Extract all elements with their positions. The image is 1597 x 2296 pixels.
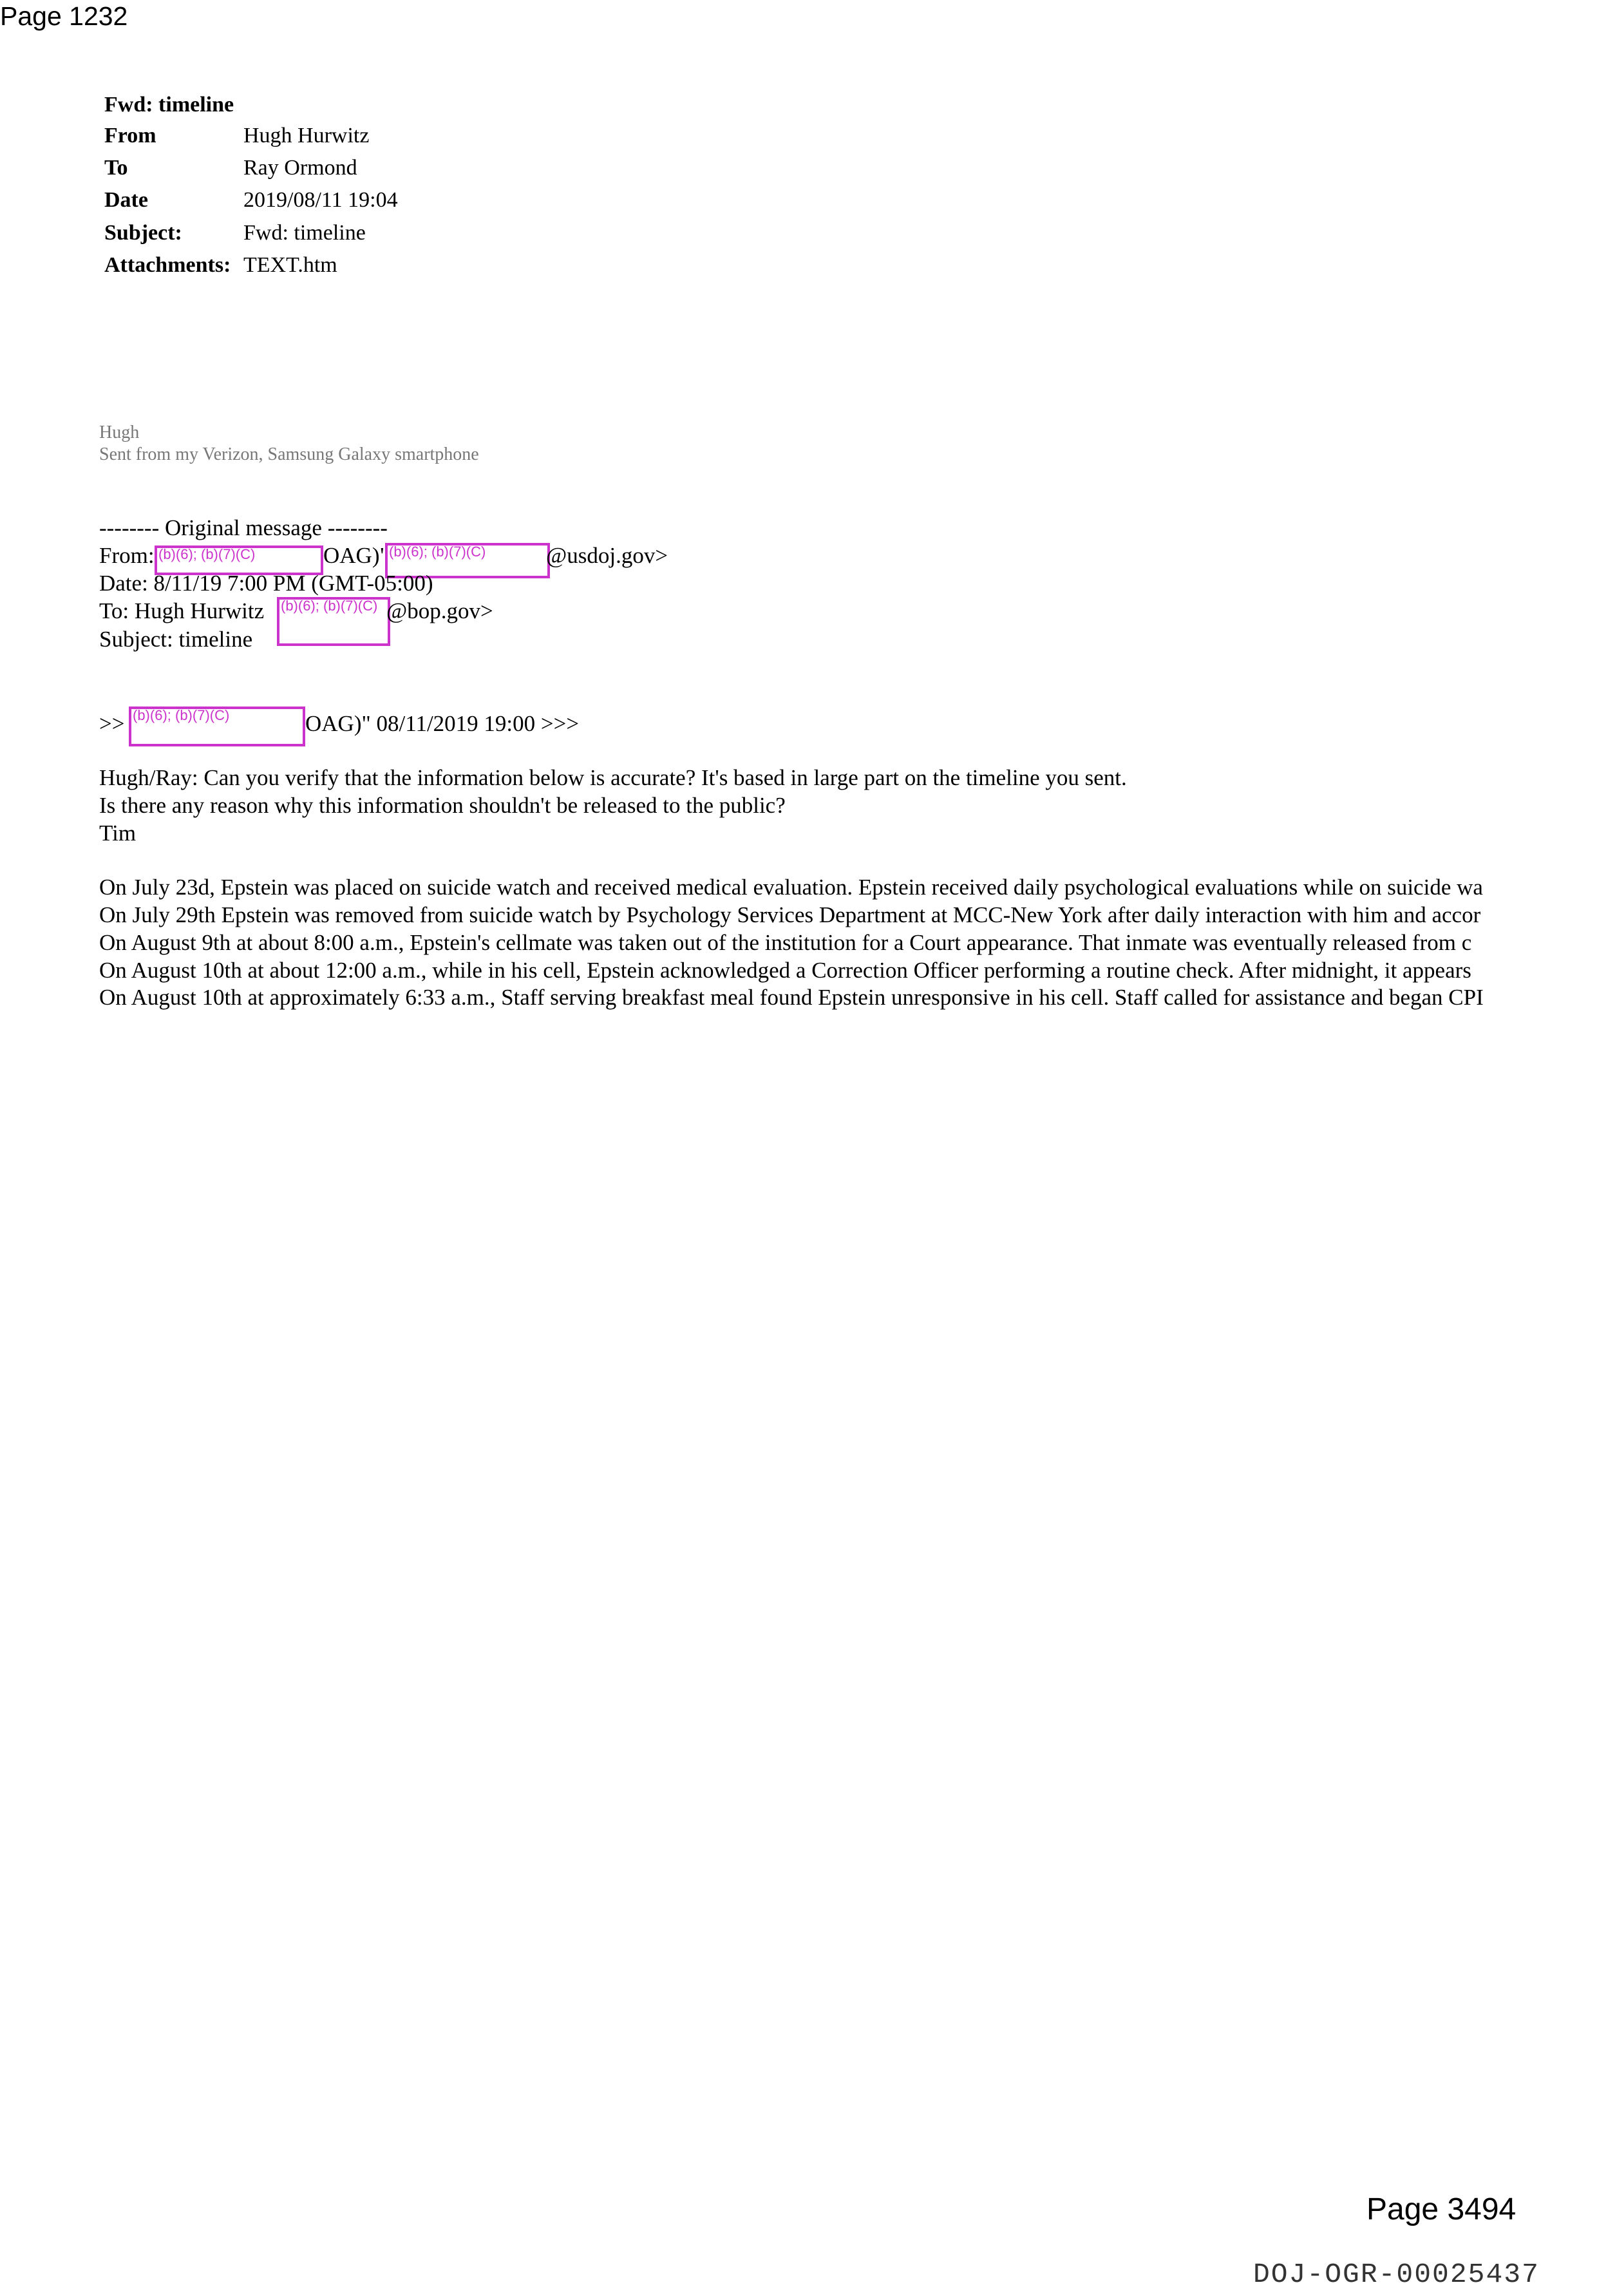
timeline-line: On August 10th at approximately 6:33 a.m., Staff serving breakfast meal found Epstein unresponsive in his cell. Staff called for assistance and began CPI [99, 985, 1484, 1010]
attachments-value: TEXT.htm [243, 253, 337, 277]
to-value: Ray Ormond [243, 156, 357, 180]
message-line: Is there any reason why this information shouldn't be released to the public? [99, 793, 786, 818]
original-from-mid: OAG)" [323, 543, 389, 568]
redaction-box [129, 707, 305, 746]
date-value: 2019/08/11 19:04 [243, 188, 398, 212]
original-from-prefix: From: [99, 543, 155, 568]
subject-label: Subject: [104, 221, 182, 245]
timeline-line: On July 29th Epstein was removed from suicide watch by Psychology Services Department at MCC-New York after daily interaction with him and accor [99, 902, 1481, 927]
redaction-code: (b)(6); (b)(7)(C) [389, 544, 486, 560]
email-title: Fwd: timeline [104, 93, 234, 117]
page-number-bottom: Page 3494 [1366, 2192, 1517, 2226]
quoted-suffix: OAG)" 08/11/2019 19:00 >>> [305, 711, 580, 736]
from-label: From [104, 124, 156, 147]
redaction-code: (b)(6); (b)(7)(C) [281, 598, 378, 614]
redaction-code: (b)(6); (b)(7)(C) [158, 546, 256, 562]
attachments-label: Attachments: [104, 253, 231, 277]
page-number-top: Page 1232 [0, 1, 128, 31]
signature-name: Hugh [99, 422, 140, 442]
original-to-suffix: @bop.gov> [386, 598, 493, 623]
original-message-separator: -------- Original message -------- [99, 515, 388, 540]
original-from-suffix: @usdoj.gov> [546, 543, 668, 568]
redaction-box [277, 597, 390, 646]
message-line: Hugh/Ray: Can you verify that the information below is accurate? It's based in large part on the timeline you sent. [99, 765, 1127, 790]
date-label: Date [104, 188, 148, 212]
subject-value: Fwd: timeline [243, 221, 366, 245]
original-to-prefix: To: Hugh Hurwitz [99, 598, 265, 623]
bates-number: DOJ-OGR-00025437 [1253, 2259, 1540, 2290]
signature-device: Sent from my Verizon, Samsung Galaxy smartphone [99, 444, 479, 464]
timeline-line: On July 23d, Epstein was placed on suicide watch and received medical evaluation. Epstein received daily psychological evaluations while on suicide wa [99, 875, 1483, 900]
to-label: To [104, 156, 128, 180]
timeline-line: On August 10th at about 12:00 a.m., while in his cell, Epstein acknowledged a Correction Officer performing a routine check. After midnight, it appears [99, 958, 1471, 983]
quoted-prefix: >> [99, 711, 125, 736]
redaction-code: (b)(6); (b)(7)(C) [133, 707, 230, 723]
from-value: Hugh Hurwitz [243, 124, 370, 147]
message-signoff: Tim [99, 821, 137, 846]
timeline-line: On August 9th at about 8:00 a.m., Epstein's cellmate was taken out of the institution for a Court appearance. That inmate was eventually released from c [99, 930, 1472, 955]
original-subject-line: Subject: timeline [99, 627, 253, 652]
original-date-line: Date: 8/11/19 7:00 PM (GMT-05:00) [99, 571, 433, 596]
